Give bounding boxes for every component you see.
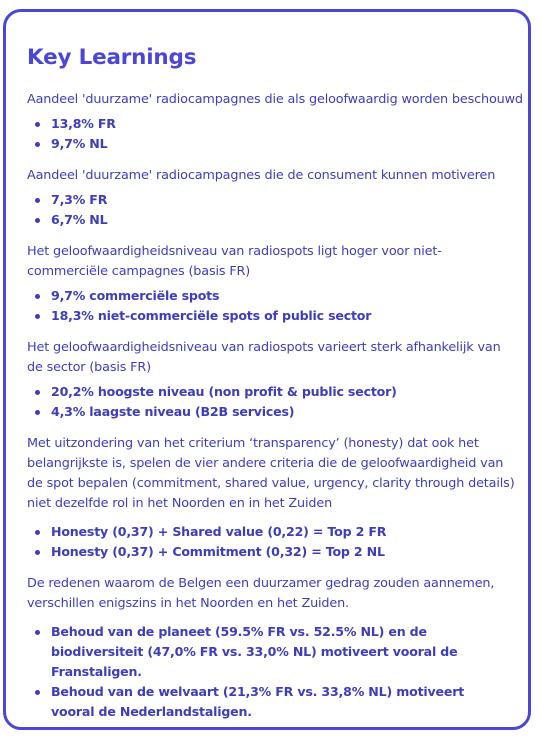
bullet-list bbox=[27, 382, 527, 422]
list-item: 20,2% hoogste niveau (non profit & public sector) bbox=[27, 382, 527, 402]
list-item: 18,3% niet-commerciële spots of public sector bbox=[27, 306, 527, 326]
list-item: 4,3% laagste niveau (B2B services) bbox=[27, 402, 527, 422]
bullet-list bbox=[27, 114, 527, 154]
section-intro: Met uitzondering van het criterium ‘transparency’ (honesty) dat ook het belangrijkste is, spelen de vier andere criteria die de geloofwaardigheid van de spot bepalen (commitment, shared value, urgency, clarity through details) niet dezelfde rol in het Noorden en in het Zuiden bbox=[27, 436, 515, 511]
key-learnings-card bbox=[3, 9, 531, 730]
bullet-list bbox=[27, 622, 527, 722]
section-intro: De redenen waarom de Belgen een duurzamer gedrag zouden aannemen, verschillen enigszins in het Noorden en het Zuiden. bbox=[27, 576, 495, 611]
list-item: Behoud van de planeet (59.5% FR vs. 52.5% NL) en de biodiversiteit (47,0% FR vs. 33,0% NL) motiveert vooral de Franstaligen. bbox=[27, 622, 471, 682]
section-intro: Het geloofwaardigheidsniveau van radiospots ligt hoger voor niet-commerciële campagnes (basis FR) bbox=[27, 244, 442, 279]
card-content bbox=[27, 44, 527, 734]
section-noncommercial-credibility bbox=[27, 242, 527, 326]
section-intro: Aandeel 'duurzame' radiocampagnes die als geloofwaardig worden beschouwd bbox=[27, 92, 523, 107]
page-title: Key Learnings bbox=[27, 45, 197, 70]
list-item: Behoud van de welvaart (21,3% FR vs. 33,8% NL) motiveert vooral de Nederlandstaligen. bbox=[27, 682, 471, 722]
list-item: 7,3% FR bbox=[27, 190, 527, 210]
list-item: Honesty (0,37) + Shared value (0,22) = Top 2 FR bbox=[27, 522, 527, 542]
section-motivating-share bbox=[27, 166, 527, 230]
section-intro: Aandeel 'duurzame' radiocampagnes die de consument kunnen motiveren bbox=[27, 168, 496, 183]
list-item: 6,7% NL bbox=[27, 210, 527, 230]
list-item: 13,8% FR bbox=[27, 114, 527, 134]
section-credible-share bbox=[27, 90, 527, 154]
bullet-list bbox=[27, 190, 527, 230]
section-sector-credibility bbox=[27, 338, 527, 422]
section-criteria bbox=[27, 434, 527, 562]
section-sustainable-behavior bbox=[27, 574, 527, 722]
list-item: Honesty (0,37) + Commitment (0,32) = Top 2 NL bbox=[27, 542, 527, 562]
bullet-list bbox=[27, 522, 527, 562]
bullet-list bbox=[27, 286, 527, 326]
section-intro: Het geloofwaardigheidsniveau van radiospots varieert sterk afhankelijk van de sector (basis FR) bbox=[27, 340, 501, 375]
list-item: 9,7% commerciële spots bbox=[27, 286, 527, 306]
list-item: 9,7% NL bbox=[27, 134, 527, 154]
